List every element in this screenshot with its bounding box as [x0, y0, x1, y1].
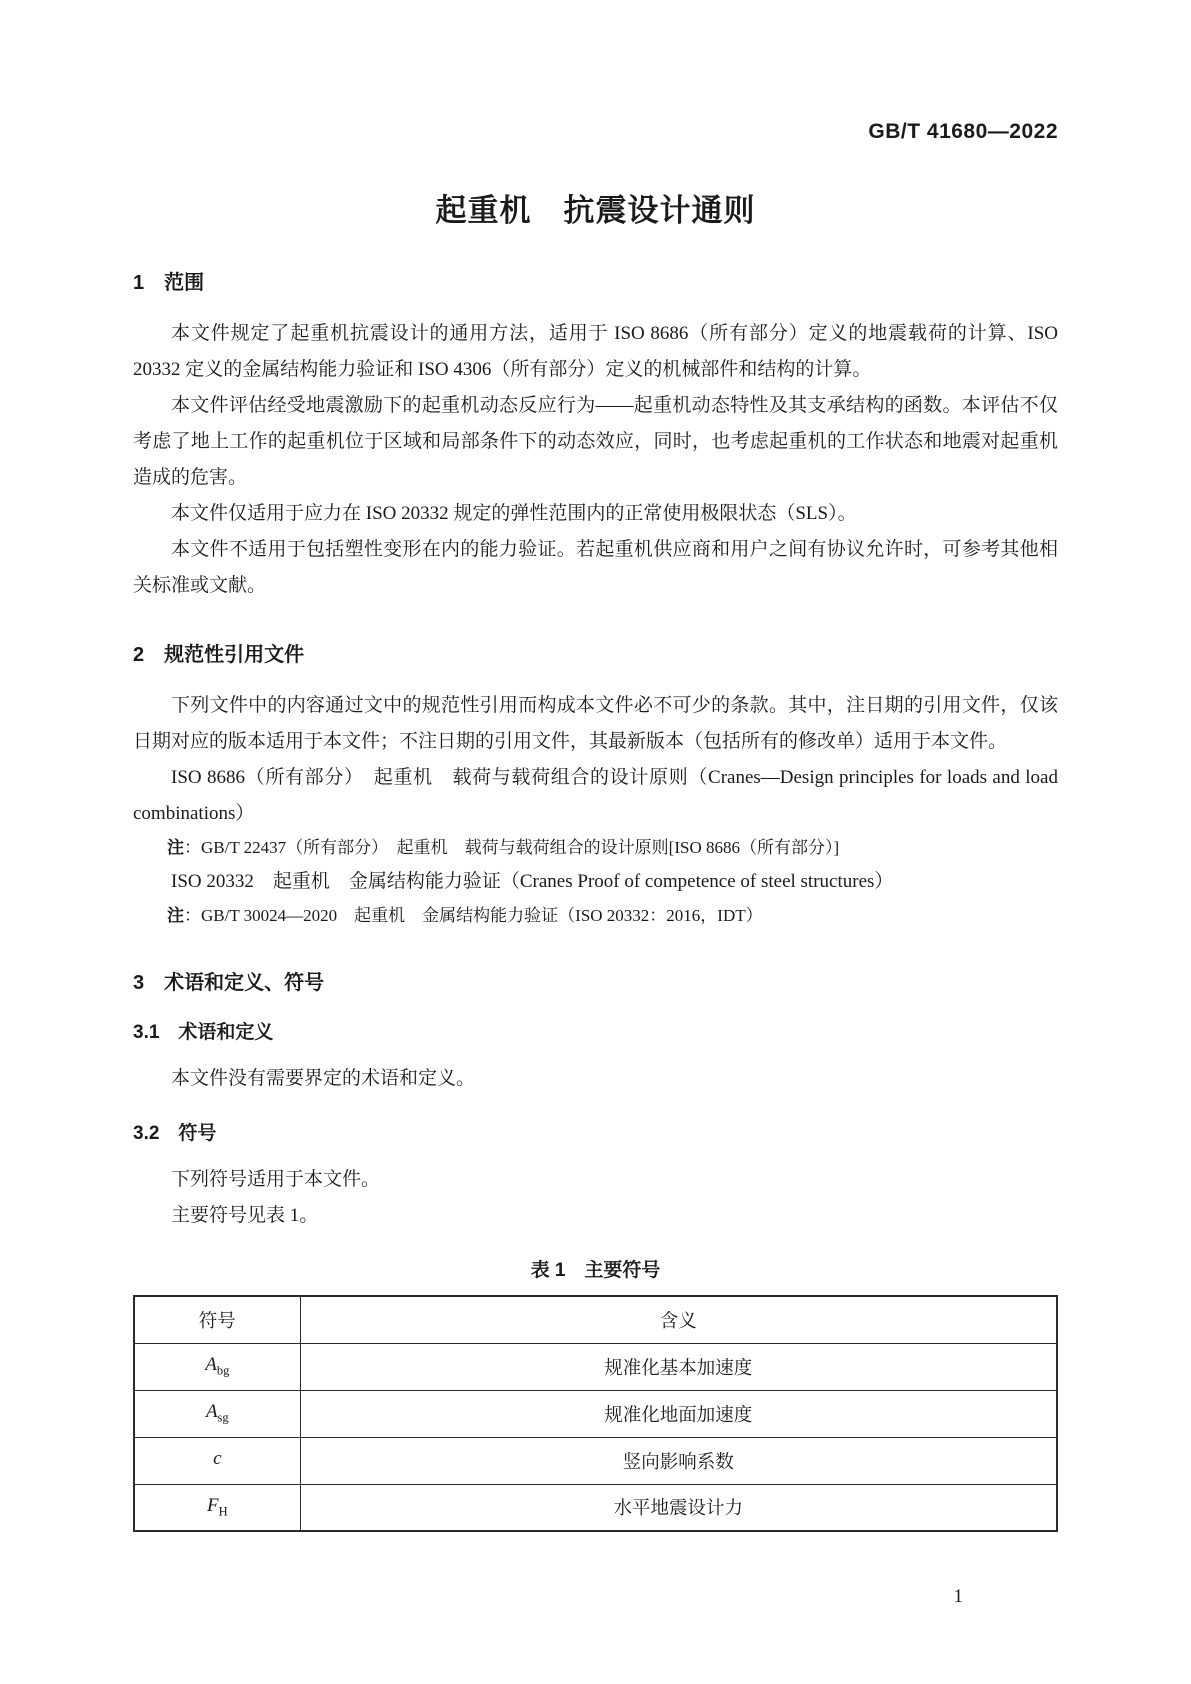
paragraph-symbols-1: 下列符号适用于本文件。	[171, 1169, 381, 1190]
section-normative-references	[133, 642, 1058, 932]
note-text: ：GB/T 22437（所有部分） 起重机 载荷与载荷组合的设计原则[ISO 8686（所有部分）]	[184, 838, 840, 857]
standard-number: GB/T 41680—2022	[868, 120, 1058, 143]
symbol-main: A	[205, 1401, 218, 1423]
column-header-meaning: 含义	[300, 1296, 1057, 1343]
symbols-table	[133, 1295, 1058, 1532]
section-3-2-heading: 3.2 符号	[133, 1123, 217, 1144]
column-header-symbol: 符号	[134, 1296, 300, 1343]
section-3-heading: 3 术语和定义、符号	[133, 972, 325, 994]
symbol-cell	[134, 1390, 300, 1437]
reference-iso-20332: ISO 20332 起重机 金属结构能力验证（Cranes Proof of competence of steel structures）	[171, 871, 894, 892]
paragraph-scope-1: 本文件规定了起重机抗震设计的通用方法，适用于 ISO 8686（所有部分）定义的地震载荷的计算、ISO 20332 定义的金属结构能力验证和 ISO 4306（所有部分）定义的机械部件和结构的计算。	[133, 323, 1058, 380]
meaning-cell: 水平地震设计力	[300, 1484, 1057, 1531]
table-row-asg	[134, 1390, 1057, 1437]
note-gbt-22437	[133, 832, 1058, 864]
page-number: 1	[953, 1586, 963, 1607]
table-row-c	[134, 1437, 1057, 1484]
note-text: ：GB/T 30024—2020 起重机 金属结构能力验证（ISO 20332：2016，IDT）	[184, 906, 763, 925]
paragraph-scope-4: 本文件不适用于包括塑性变形在内的能力验证。若起重机供应商和用户之间有协议允许时，可参考其他相关标准或文献。	[133, 539, 1058, 596]
table-row-fh	[134, 1484, 1057, 1531]
table-1-caption: 表 1 主要符号	[530, 1260, 661, 1281]
paragraph-symbols-2: 主要符号见表 1。	[171, 1205, 319, 1226]
section-3-1-heading: 3.1 术语和定义	[133, 1022, 274, 1043]
paragraph-terms: 本文件没有需要界定的术语和定义。	[171, 1068, 476, 1089]
section-scope	[133, 270, 1058, 604]
symbol-subscript: sg	[217, 1410, 229, 1425]
note-label: 注	[167, 838, 184, 857]
meaning-cell: 竖向影响系数	[300, 1437, 1057, 1484]
symbol-cell	[134, 1484, 300, 1531]
note-label: 注	[167, 906, 184, 925]
meaning-cell: 规准化地面加速度	[300, 1390, 1057, 1437]
reference-iso-8686: ISO 8686（所有部分） 起重机 载荷与载荷组合的设计原则（Cranes—Design principles for loads and load combinations）	[133, 767, 1058, 824]
table-row-abg	[134, 1343, 1057, 1390]
symbol-subscript: H	[218, 1504, 228, 1519]
symbol-main: c	[213, 1448, 222, 1470]
meaning-cell: 规准化基本加速度	[300, 1343, 1057, 1390]
document-title: 起重机 抗震设计通则	[435, 193, 756, 228]
note-gbt-30024	[133, 900, 1058, 932]
paragraph-references-intro: 下列文件中的内容通过文中的规范性引用而构成本文件必不可少的条款。其中，注日期的引用文件，仅该日期对应的版本适用于本文件；不注日期的引用文件，其最新版本（包括所有的修改单）适用于本文件。	[133, 695, 1058, 752]
symbol-cell	[134, 1437, 300, 1484]
symbol-cell	[134, 1343, 300, 1390]
section-terms-symbols	[133, 970, 1058, 1234]
section-2-heading: 2 规范性引用文件	[133, 644, 305, 666]
symbol-main: F	[206, 1494, 219, 1516]
paragraph-scope-3: 本文件仅适用于应力在 ISO 20332 规定的弹性范围内的正常使用极限状态（SLS）。	[171, 503, 857, 524]
table-header-row	[134, 1296, 1057, 1343]
section-1-heading: 1 范围	[133, 272, 205, 294]
symbol-subscript: bg	[216, 1363, 230, 1378]
paragraph-scope-2: 本文件评估经受地震激励下的起重机动态反应行为——起重机动态特性及其支承结构的函数。本评估不仅考虑了地上工作的起重机位于区域和局部条件下的动态效应，同时，也考虑起重机的工作状态和地震对起重机造成的危害。	[133, 395, 1058, 488]
symbol-main: A	[205, 1354, 217, 1376]
